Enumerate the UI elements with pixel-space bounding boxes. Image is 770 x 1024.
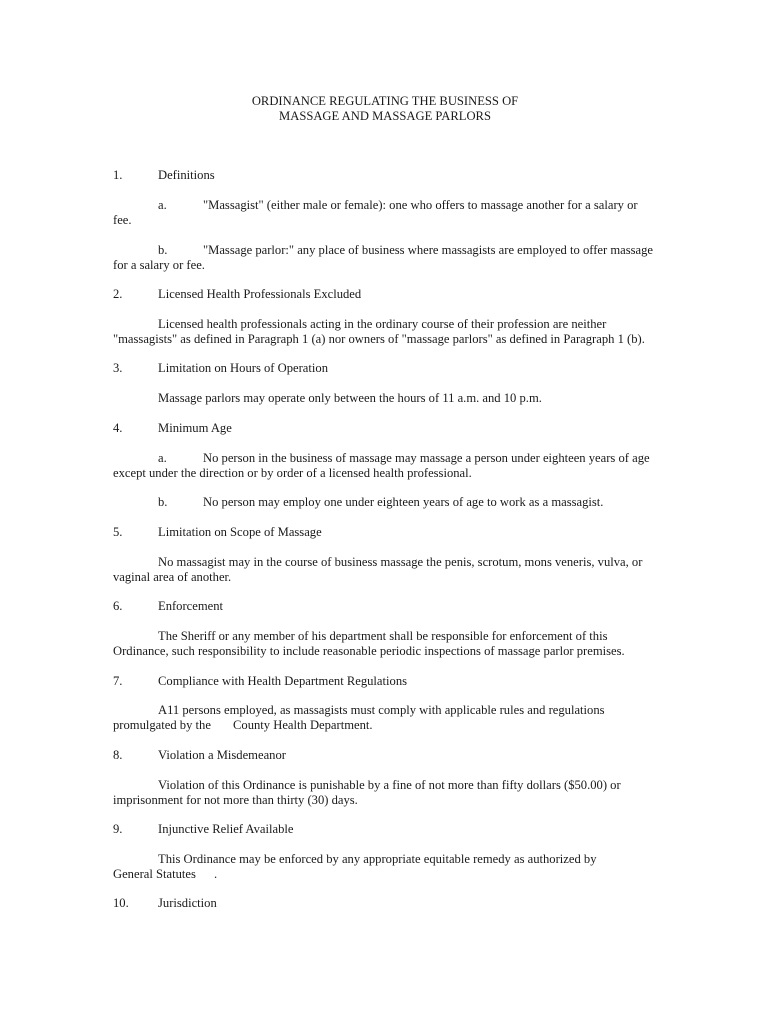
section-heading: Licensed Health Professionals Excluded (158, 287, 362, 301)
paragraph-line: Ordinance, such responsibility to include reasonable periodic inspections of massage parlor premises. (113, 644, 625, 658)
paragraph-line: No person may employ one under eighteen years of age to work as a massagist. (203, 495, 604, 509)
paragraph-line: promulgated by the (113, 718, 211, 732)
section-heading: Definitions (158, 168, 215, 182)
section-heading: Minimum Age (158, 421, 232, 435)
section-number: 10. (113, 896, 129, 910)
paragraph-line: "Massage parlor:" any place of business where massagists are employed to offer massage (203, 243, 653, 257)
section-heading: Injunctive Relief Available (158, 822, 294, 836)
paragraph-line: No person in the business of massage may massage a person under eighteen years of age (203, 451, 650, 465)
section-number: 5. (113, 525, 123, 539)
paragraph-line: This Ordinance may be enforced by any appropriate equitable remedy as authorized by (158, 852, 597, 866)
paragraph-line: vaginal area of another. (113, 570, 232, 584)
section-heading: Compliance with Health Department Regulations (158, 674, 408, 688)
section-number: 4. (113, 421, 123, 435)
section-number: 1. (113, 168, 123, 182)
paragraph-line: General Statutes (113, 867, 196, 881)
section-heading: Limitation on Hours of Operation (158, 361, 328, 375)
paragraph-line: except under the direction or by order of a licensed health professional. (113, 466, 472, 480)
section-heading: Violation a Misdemeanor (158, 748, 286, 762)
subsection-label: b. (158, 243, 168, 257)
section-number: 6. (113, 599, 123, 613)
paragraph-line: for a salary or fee. (113, 258, 205, 272)
paragraph-line: . (214, 867, 218, 881)
document-title-line-2: MASSAGE AND MASSAGE PARLORS (279, 109, 491, 123)
section-number: 7. (113, 674, 123, 688)
section-number: 3. (113, 361, 123, 375)
document-title-line-1: ORDINANCE REGULATING THE BUSINESS OF (251, 94, 519, 108)
paragraph-line: "massagists" as defined in Paragraph 1 (a) nor owners of "massage parlors" as defined in Paragraph 1 (b). (113, 332, 645, 346)
paragraph-line: Licensed health professionals acting in the ordinary course of their profession are neither (158, 317, 607, 331)
paragraph-line: No massagist may in the course of business massage the penis, scrotum, mons veneris, vulva, or (158, 555, 643, 569)
section-heading: Enforcement (158, 599, 224, 613)
section-heading: Jurisdiction (158, 896, 217, 910)
paragraph-line: Violation of this Ordinance is punishable by a fine of not more than fifty dollars ($50.00) or (158, 778, 621, 792)
paragraph-line: fee. (113, 213, 132, 227)
subsection-label: b. (158, 495, 168, 509)
paragraph-line: A11 persons employed, as massagists must comply with applicable rules and regulations (158, 703, 605, 717)
paragraph-line: County Health Department. (233, 718, 373, 732)
paragraph-line: Massage parlors may operate only between the hours of 11 a.m. and 10 p.m. (158, 391, 542, 405)
paragraph-line: imprisonment for not more than thirty (30) days. (113, 793, 358, 807)
subsection-label: a. (158, 198, 167, 212)
section-number: 2. (113, 287, 123, 301)
section-number: 9. (113, 822, 123, 836)
section-heading: Limitation on Scope of Massage (158, 525, 322, 539)
paragraph-line: "Massagist" (either male or female): one who offers to massage another for a salary or (203, 198, 638, 212)
section-number: 8. (113, 748, 123, 762)
subsection-label: a. (158, 451, 167, 465)
paragraph-line: The Sheriff or any member of his department shall be responsible for enforcement of this (158, 629, 608, 643)
